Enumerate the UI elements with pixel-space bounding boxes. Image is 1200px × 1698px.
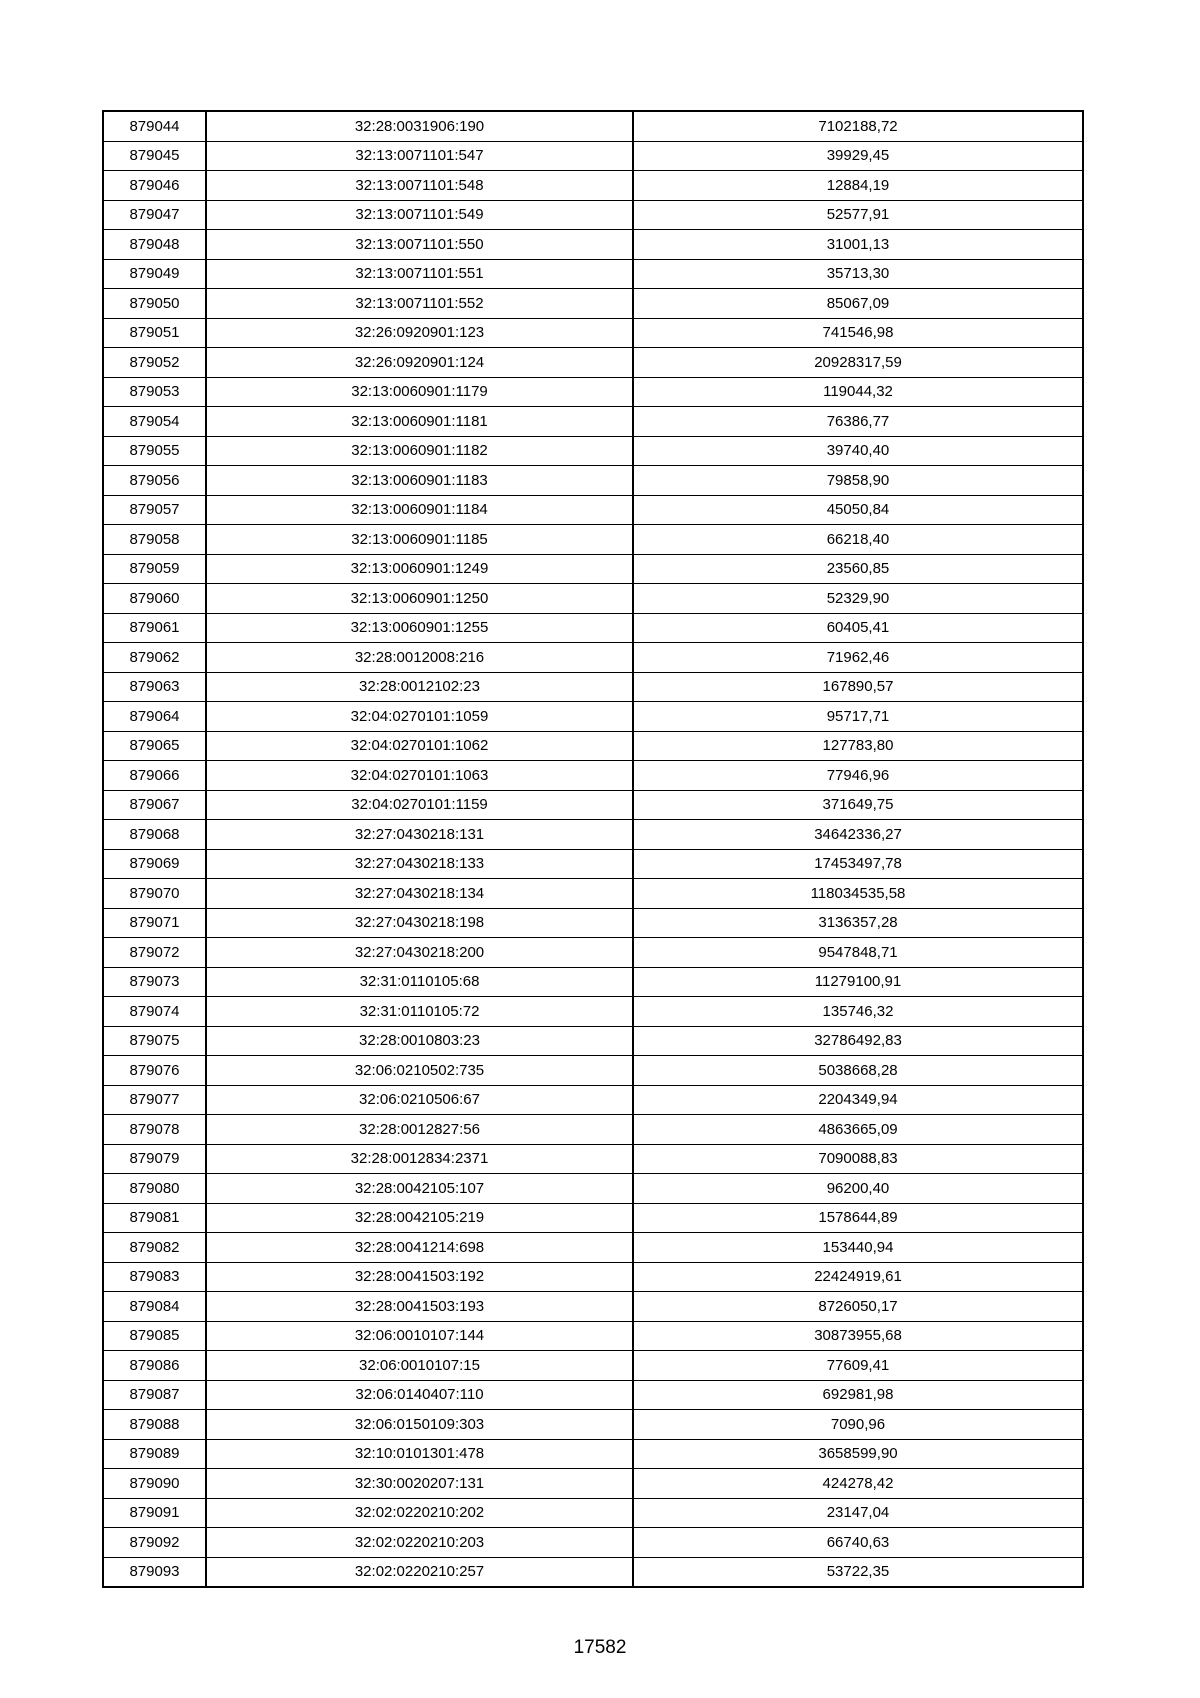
cadastral-value-cell: 77609,41 xyxy=(633,1351,1083,1381)
cadastral-value-cell: 31001,13 xyxy=(633,230,1083,260)
table-row xyxy=(103,1174,1083,1204)
row-number-cell: 879087 xyxy=(103,1380,206,1410)
table-row xyxy=(103,731,1083,761)
cadastral-value-cell: 2204349,94 xyxy=(633,1085,1083,1115)
cadastral-number-cell: 32:31:0110105:72 xyxy=(206,997,633,1027)
table-row xyxy=(103,171,1083,201)
cadastral-value-cell: 85067,09 xyxy=(633,289,1083,319)
cadastral-number-cell: 32:27:0430218:200 xyxy=(206,938,633,968)
cadastral-value-cell: 34642336,27 xyxy=(633,820,1083,850)
row-number-cell: 879070 xyxy=(103,879,206,909)
cadastral-number-cell: 32:28:0042105:107 xyxy=(206,1174,633,1204)
table-row xyxy=(103,495,1083,525)
row-number-cell: 879080 xyxy=(103,1174,206,1204)
cadastral-number-cell: 32:28:0012827:56 xyxy=(206,1115,633,1145)
row-number-cell: 879088 xyxy=(103,1410,206,1440)
cadastral-number-cell: 32:28:0012102:23 xyxy=(206,672,633,702)
table-row xyxy=(103,938,1083,968)
table-row xyxy=(103,584,1083,614)
table-row xyxy=(103,613,1083,643)
table-row xyxy=(103,1351,1083,1381)
table-row xyxy=(103,1115,1083,1145)
row-number-cell: 879083 xyxy=(103,1262,206,1292)
table-row xyxy=(103,318,1083,348)
table-row xyxy=(103,1292,1083,1322)
table-row xyxy=(103,554,1083,584)
row-number-cell: 879069 xyxy=(103,849,206,879)
cadastral-value-cell: 77946,96 xyxy=(633,761,1083,791)
table-row xyxy=(103,1557,1083,1587)
cadastral-number-cell: 32:13:0060901:1179 xyxy=(206,377,633,407)
cadastral-number-cell: 32:27:0430218:131 xyxy=(206,820,633,850)
row-number-cell: 879060 xyxy=(103,584,206,614)
cadastral-number-cell: 32:13:0060901:1181 xyxy=(206,407,633,437)
table-row xyxy=(103,1410,1083,1440)
cadastral-number-cell: 32:04:0270101:1063 xyxy=(206,761,633,791)
cadastral-value-cell: 7090088,83 xyxy=(633,1144,1083,1174)
table-row xyxy=(103,908,1083,938)
page-number: 17582 xyxy=(573,1637,627,1658)
row-number-cell: 879081 xyxy=(103,1203,206,1233)
cadastral-value-cell: 23560,85 xyxy=(633,554,1083,584)
cadastral-value-cell: 23147,04 xyxy=(633,1498,1083,1528)
cadastral-number-cell: 32:02:0220210:202 xyxy=(206,1498,633,1528)
table-row xyxy=(103,1144,1083,1174)
row-number-cell: 879076 xyxy=(103,1056,206,1086)
table-row xyxy=(103,997,1083,1027)
cadastral-value-cell: 71962,46 xyxy=(633,643,1083,673)
cadastral-number-cell: 32:28:0012008:216 xyxy=(206,643,633,673)
cadastral-number-cell: 32:13:0071101:552 xyxy=(206,289,633,319)
row-number-cell: 879063 xyxy=(103,672,206,702)
table-row xyxy=(103,200,1083,230)
cadastral-value-cell: 53722,35 xyxy=(633,1557,1083,1587)
cadastral-value-cell: 118034535,58 xyxy=(633,879,1083,909)
cadastral-number-cell: 32:28:0041503:193 xyxy=(206,1292,633,1322)
table-row xyxy=(103,259,1083,289)
cadastral-number-cell: 32:13:0060901:1255 xyxy=(206,613,633,643)
row-number-cell: 879046 xyxy=(103,171,206,201)
cadastral-value-cell: 9547848,71 xyxy=(633,938,1083,968)
table-row xyxy=(103,761,1083,791)
cadastral-value-cell: 22424919,61 xyxy=(633,1262,1083,1292)
cadastral-value-cell: 76386,77 xyxy=(633,407,1083,437)
row-number-cell: 879055 xyxy=(103,436,206,466)
table-row xyxy=(103,1498,1083,1528)
table-row xyxy=(103,1262,1083,1292)
cadastral-number-cell: 32:06:0010107:15 xyxy=(206,1351,633,1381)
table-row xyxy=(103,672,1083,702)
table-row xyxy=(103,1203,1083,1233)
cadastral-number-cell: 32:13:0071101:547 xyxy=(206,141,633,171)
cadastral-number-cell: 32:06:0210506:67 xyxy=(206,1085,633,1115)
table-row xyxy=(103,377,1083,407)
cadastral-number-cell: 32:13:0060901:1183 xyxy=(206,466,633,496)
cadastral-number-cell: 32:13:0060901:1250 xyxy=(206,584,633,614)
cadastral-value-cell: 3658599,90 xyxy=(633,1439,1083,1469)
cadastral-number-cell: 32:10:0101301:478 xyxy=(206,1439,633,1469)
row-number-cell: 879091 xyxy=(103,1498,206,1528)
cadastral-number-cell: 32:13:0071101:551 xyxy=(206,259,633,289)
table-row xyxy=(103,1233,1083,1263)
cadastral-value-cell: 424278,42 xyxy=(633,1469,1083,1499)
cadastral-number-cell: 32:13:0071101:549 xyxy=(206,200,633,230)
row-number-cell: 879048 xyxy=(103,230,206,260)
cadastral-number-cell: 32:28:0041503:192 xyxy=(206,1262,633,1292)
cadastral-value-cell: 60405,41 xyxy=(633,613,1083,643)
table-row xyxy=(103,967,1083,997)
cadastral-number-cell: 32:28:0010803:23 xyxy=(206,1026,633,1056)
cadastral-value-cell: 371649,75 xyxy=(633,790,1083,820)
table-row xyxy=(103,1469,1083,1499)
cadastral-value-cell: 741546,98 xyxy=(633,318,1083,348)
cadastral-value-cell: 692981,98 xyxy=(633,1380,1083,1410)
cadastral-number-cell: 32:04:0270101:1062 xyxy=(206,731,633,761)
row-number-cell: 879045 xyxy=(103,141,206,171)
cadastral-value-cell: 39740,40 xyxy=(633,436,1083,466)
table-body xyxy=(103,111,1083,1587)
row-number-cell: 879058 xyxy=(103,525,206,555)
table-row xyxy=(103,1085,1083,1115)
row-number-cell: 879065 xyxy=(103,731,206,761)
row-number-cell: 879082 xyxy=(103,1233,206,1263)
table-row xyxy=(103,790,1083,820)
cadastral-value-cell: 52577,91 xyxy=(633,200,1083,230)
table-row xyxy=(103,702,1083,732)
table-row xyxy=(103,289,1083,319)
cadastral-number-cell: 32:30:0020207:131 xyxy=(206,1469,633,1499)
table-row xyxy=(103,141,1083,171)
cadastral-value-cell: 153440,94 xyxy=(633,1233,1083,1263)
row-number-cell: 879077 xyxy=(103,1085,206,1115)
cadastral-value-cell: 167890,57 xyxy=(633,672,1083,702)
row-number-cell: 879093 xyxy=(103,1557,206,1587)
table-row xyxy=(103,643,1083,673)
cadastral-number-cell: 32:26:0920901:124 xyxy=(206,348,633,378)
cadastral-value-cell: 45050,84 xyxy=(633,495,1083,525)
cadastral-number-cell: 32:13:0060901:1184 xyxy=(206,495,633,525)
cadastral-value-cell: 35713,30 xyxy=(633,259,1083,289)
row-number-cell: 879049 xyxy=(103,259,206,289)
cadastral-value-cell: 12884,19 xyxy=(633,171,1083,201)
row-number-cell: 879059 xyxy=(103,554,206,584)
cadastral-number-cell: 32:04:0270101:1159 xyxy=(206,790,633,820)
cadastral-number-cell: 32:06:0150109:303 xyxy=(206,1410,633,1440)
row-number-cell: 879084 xyxy=(103,1292,206,1322)
cadastral-number-cell: 32:13:0060901:1249 xyxy=(206,554,633,584)
table-row xyxy=(103,1528,1083,1558)
cadastral-number-cell: 32:06:0140407:110 xyxy=(206,1380,633,1410)
cadastral-value-cell: 127783,80 xyxy=(633,731,1083,761)
table-row xyxy=(103,230,1083,260)
cadastral-value-cell: 95717,71 xyxy=(633,702,1083,732)
cadastral-value-cell: 96200,40 xyxy=(633,1174,1083,1204)
table-row xyxy=(103,525,1083,555)
row-number-cell: 879067 xyxy=(103,790,206,820)
cadastral-number-cell: 32:13:0071101:550 xyxy=(206,230,633,260)
row-number-cell: 879047 xyxy=(103,200,206,230)
cadastral-number-cell: 32:06:0010107:144 xyxy=(206,1321,633,1351)
cadastral-value-cell: 79858,90 xyxy=(633,466,1083,496)
table-row xyxy=(103,348,1083,378)
row-number-cell: 879073 xyxy=(103,967,206,997)
table-row xyxy=(103,1439,1083,1469)
row-number-cell: 879050 xyxy=(103,289,206,319)
table-row xyxy=(103,849,1083,879)
row-number-cell: 879079 xyxy=(103,1144,206,1174)
cadastral-value-cell: 3136357,28 xyxy=(633,908,1083,938)
cadastral-number-cell: 32:28:0041214:698 xyxy=(206,1233,633,1263)
row-number-cell: 879086 xyxy=(103,1351,206,1381)
row-number-cell: 879066 xyxy=(103,761,206,791)
table-row xyxy=(103,1380,1083,1410)
row-number-cell: 879061 xyxy=(103,613,206,643)
table-row xyxy=(103,820,1083,850)
row-number-cell: 879052 xyxy=(103,348,206,378)
row-number-cell: 879064 xyxy=(103,702,206,732)
cadastral-value-cell: 4863665,09 xyxy=(633,1115,1083,1145)
cadastral-number-cell: 32:02:0220210:257 xyxy=(206,1557,633,1587)
cadastral-number-cell: 32:31:0110105:68 xyxy=(206,967,633,997)
row-number-cell: 879072 xyxy=(103,938,206,968)
cadastral-number-cell: 32:02:0220210:203 xyxy=(206,1528,633,1558)
row-number-cell: 879092 xyxy=(103,1528,206,1558)
cadastral-value-cell: 5038668,28 xyxy=(633,1056,1083,1086)
row-number-cell: 879078 xyxy=(103,1115,206,1145)
row-number-cell: 879074 xyxy=(103,997,206,1027)
cadastral-value-cell: 7102188,72 xyxy=(633,111,1083,141)
table-row xyxy=(103,111,1083,141)
cadastral-value-cell: 20928317,59 xyxy=(633,348,1083,378)
table-row xyxy=(103,1026,1083,1056)
cadastral-value-cell: 32786492,83 xyxy=(633,1026,1083,1056)
table-row xyxy=(103,436,1083,466)
row-number-cell: 879068 xyxy=(103,820,206,850)
row-number-cell: 879090 xyxy=(103,1469,206,1499)
row-number-cell: 879051 xyxy=(103,318,206,348)
cadastral-value-cell: 11279100,91 xyxy=(633,967,1083,997)
cadastral-value-table xyxy=(102,110,1084,1588)
cadastral-value-cell: 52329,90 xyxy=(633,584,1083,614)
row-number-cell: 879089 xyxy=(103,1439,206,1469)
cadastral-number-cell: 32:04:0270101:1059 xyxy=(206,702,633,732)
cadastral-number-cell: 32:27:0430218:198 xyxy=(206,908,633,938)
cadastral-number-cell: 32:06:0210502:735 xyxy=(206,1056,633,1086)
row-number-cell: 879062 xyxy=(103,643,206,673)
cadastral-value-cell: 8726050,17 xyxy=(633,1292,1083,1322)
cadastral-value-cell: 30873955,68 xyxy=(633,1321,1083,1351)
table-row xyxy=(103,1056,1083,1086)
cadastral-value-cell: 39929,45 xyxy=(633,141,1083,171)
cadastral-number-cell: 32:27:0430218:134 xyxy=(206,879,633,909)
row-number-cell: 879056 xyxy=(103,466,206,496)
table-row xyxy=(103,879,1083,909)
row-number-cell: 879053 xyxy=(103,377,206,407)
cadastral-value-cell: 66218,40 xyxy=(633,525,1083,555)
row-number-cell: 879057 xyxy=(103,495,206,525)
cadastral-number-cell: 32:13:0071101:548 xyxy=(206,171,633,201)
table-row xyxy=(103,466,1083,496)
cadastral-number-cell: 32:28:0012834:2371 xyxy=(206,1144,633,1174)
cadastral-number-cell: 32:13:0060901:1185 xyxy=(206,525,633,555)
row-number-cell: 879085 xyxy=(103,1321,206,1351)
cadastral-value-cell: 17453497,78 xyxy=(633,849,1083,879)
cadastral-number-cell: 32:26:0920901:123 xyxy=(206,318,633,348)
row-number-cell: 879044 xyxy=(103,111,206,141)
cadastral-value-cell: 1578644,89 xyxy=(633,1203,1083,1233)
cadastral-number-cell: 32:13:0060901:1182 xyxy=(206,436,633,466)
cadastral-number-cell: 32:28:0042105:219 xyxy=(206,1203,633,1233)
cadastral-value-cell: 66740,63 xyxy=(633,1528,1083,1558)
table-row xyxy=(103,407,1083,437)
cadastral-number-cell: 32:28:0031906:190 xyxy=(206,111,633,141)
cadastral-value-cell: 135746,32 xyxy=(633,997,1083,1027)
row-number-cell: 879071 xyxy=(103,908,206,938)
row-number-cell: 879054 xyxy=(103,407,206,437)
cadastral-value-cell: 119044,32 xyxy=(633,377,1083,407)
cadastral-value-cell: 7090,96 xyxy=(633,1410,1083,1440)
table-row xyxy=(103,1321,1083,1351)
cadastral-number-cell: 32:27:0430218:133 xyxy=(206,849,633,879)
row-number-cell: 879075 xyxy=(103,1026,206,1056)
